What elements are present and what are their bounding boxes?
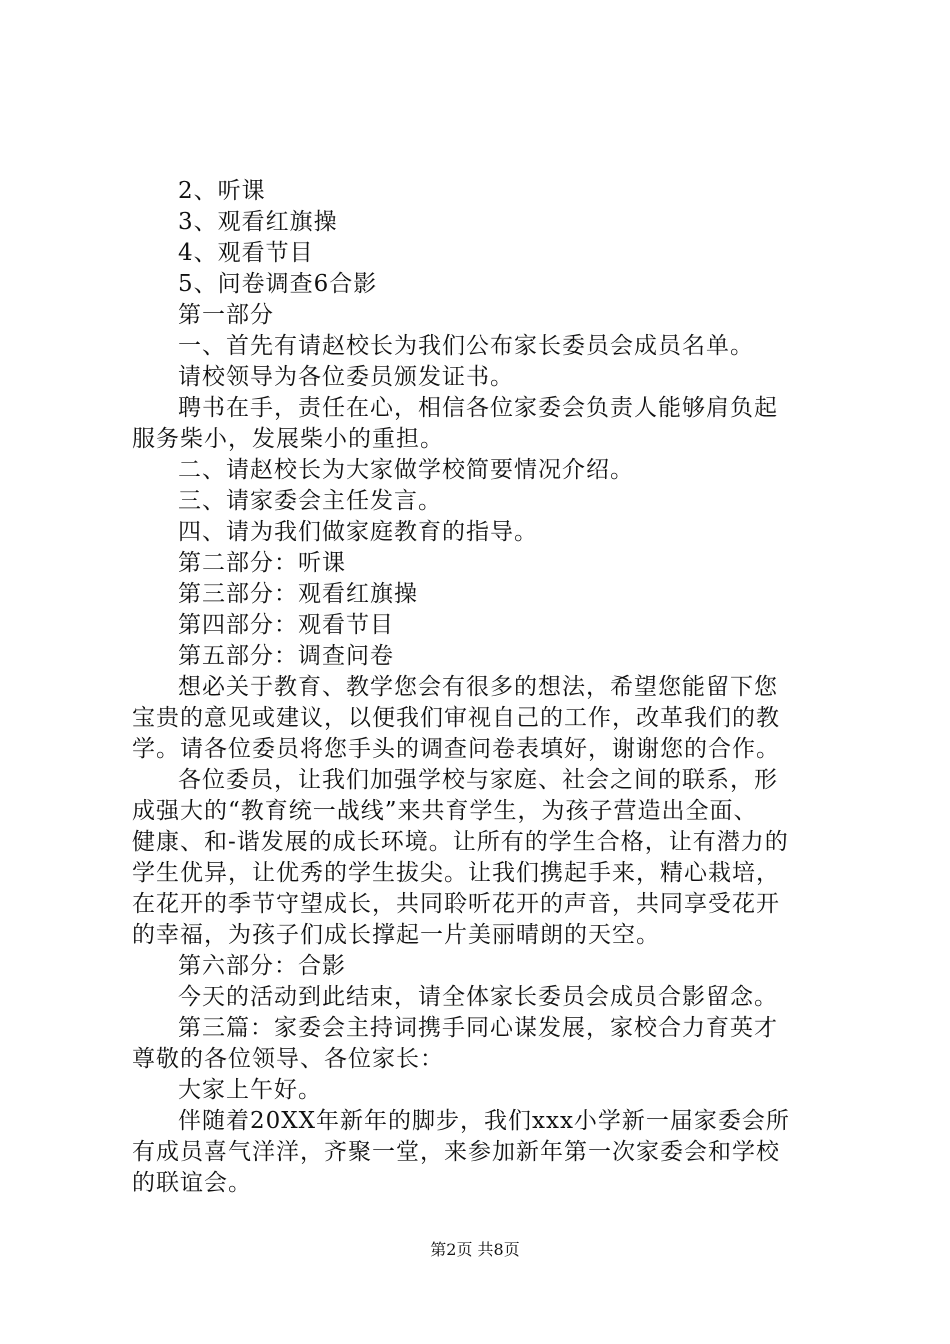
- text-line: 第三篇：家委会主持词携手同心谋发展，家校合力育英才: [178, 1015, 778, 1041]
- text-line: 2、听课: [178, 178, 266, 204]
- page-number-footer: 第2页 共8页: [430, 1240, 520, 1259]
- text-line: 第一部分: [178, 302, 274, 328]
- text-line: 第二部分：听课: [178, 550, 346, 576]
- text-line: 服务柴小，发展柴小的重担。: [132, 426, 444, 452]
- text-line: 想必关于教育、教学您会有很多的想法，希望您能留下您: [178, 674, 778, 700]
- text-line: 二、请赵校长为大家做学校简要情况介绍。: [178, 457, 634, 483]
- text-line: 第四部分：观看节目: [178, 612, 394, 638]
- text-line: 大家上午好。: [178, 1077, 322, 1103]
- text-line: 三、请家委会主任发言。: [178, 488, 442, 514]
- text-line: 有成员喜气洋洋，齐聚一堂，来参加新年第一次家委会和学校: [132, 1139, 780, 1165]
- text-line: 学生优异，让优秀的学生拔尖。让我们携起手来，精心栽培，: [132, 860, 780, 886]
- text-line: 今天的活动到此结束，请全体家长委员会成员合影留念。: [178, 984, 778, 1010]
- text-line: 伴随着20XX年新年的脚步，我们xxx小学新一届家委会所: [178, 1108, 790, 1134]
- text-line: 健康、和-谐发展的成长环境。让所有的学生合格，让有潜力的: [132, 829, 789, 855]
- text-line: 宝贵的意见或建议，以便我们审视自己的工作，改革我们的教: [132, 705, 780, 731]
- text-line: 各位委员，让我们加强学校与家庭、社会之间的联系，形: [178, 767, 778, 793]
- text-line: 学。请各位委员将您手头的调查问卷表填好，谢谢您的合作。: [132, 736, 780, 762]
- text-line: 聘书在手，责任在心，相信各位家委会负责人能够肩负起: [178, 395, 778, 421]
- text-line: 一、首先有请赵校长为我们公布家长委员会成员名单。: [178, 333, 754, 359]
- text-line: 成强大的“教育统一战线”来共育学生，为孩子营造出全面、: [132, 798, 758, 824]
- text-line: 尊敬的各位领导、各位家长：: [132, 1046, 444, 1072]
- text-line: 的幸福，为孩子们成长撑起一片美丽晴朗的天空。: [132, 922, 660, 948]
- text-line: 的联谊会。: [132, 1170, 252, 1196]
- text-line: 四、请为我们做家庭教育的指导。: [178, 519, 538, 545]
- text-line: 第三部分：观看红旗操: [178, 581, 418, 607]
- text-line: 4、观看节目: [178, 240, 314, 266]
- text-line: 5、问卷调查6合影: [178, 271, 378, 297]
- text-line: 第六部分：合影: [178, 953, 346, 979]
- text-line: 3、观看红旗操: [178, 209, 338, 235]
- text-line: 在花开的季节守望成长，共同聆听花开的声音，共同享受花开: [132, 891, 780, 917]
- text-line: 请校领导为各位委员颁发证书。: [178, 364, 514, 390]
- document-body: [132, 176, 832, 1199]
- text-line: 第五部分：调查问卷: [178, 643, 394, 669]
